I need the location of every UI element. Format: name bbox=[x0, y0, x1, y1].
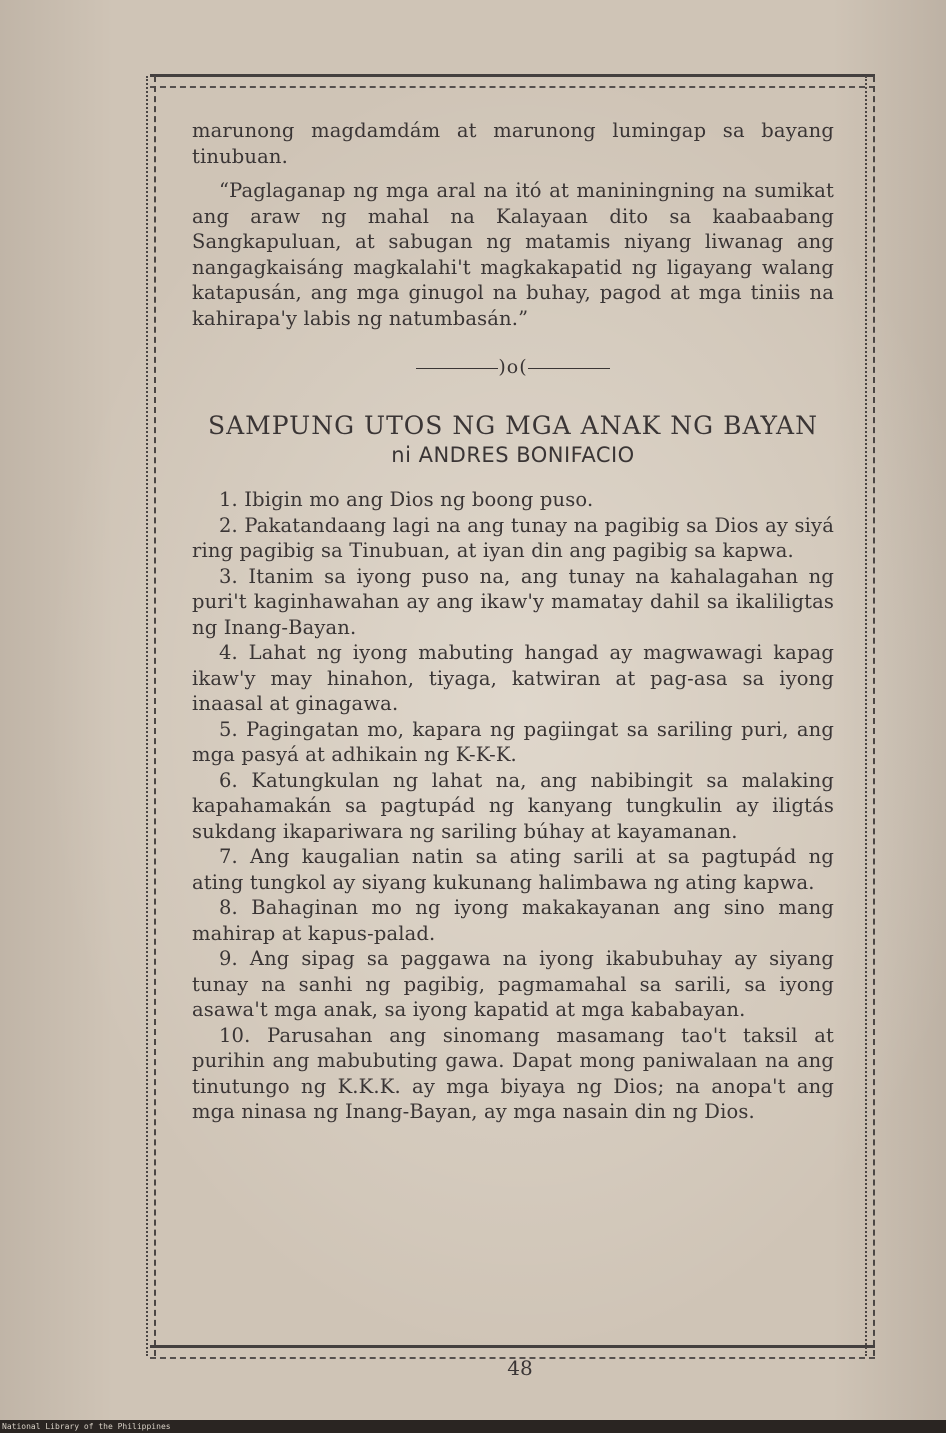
list-item bbox=[192, 513, 834, 564]
item-number: 2. bbox=[219, 513, 238, 537]
list-item bbox=[192, 717, 834, 768]
divider-ornament: )o( bbox=[498, 356, 528, 378]
item-number: 7. bbox=[219, 845, 238, 868]
item-text: Lahat ng iyong mabuting hangad ay magwawagi kapag ikaw'y may hinahon, tiyaga, katwiran at pag-asa sa iyong inaasal at ginagawa. bbox=[192, 641, 834, 715]
item-number: 6. bbox=[219, 768, 238, 792]
section-title: SAMPUNG UTOS NG MGA ANAK NG BAYAN bbox=[207, 411, 818, 440]
list-item bbox=[192, 895, 834, 946]
footer-credit: National Library of the Philippines bbox=[2, 1422, 171, 1431]
item-text: Pagingatan mo, kapara ng pagiingat sa sariling puri, ang mga pasyá at adhikain ng K-K-K. bbox=[192, 717, 834, 766]
item-number: 5. bbox=[219, 717, 238, 741]
item-text: Ibigin mo ang Dios ng boong puso. bbox=[244, 488, 594, 511]
section-byline: ni ANDRES BONIFACIO bbox=[391, 443, 635, 467]
item-number: 10. bbox=[219, 1023, 251, 1047]
divider-line-left bbox=[416, 368, 498, 369]
decorative-border-right bbox=[865, 76, 875, 1356]
item-number: 8. bbox=[219, 896, 238, 919]
list-item bbox=[192, 640, 834, 717]
list-item bbox=[192, 844, 834, 895]
item-text: Katungkulan ng lahat na, ang nabibingit sa malaking kapahamakán sa pagtupád ng kanyang tungkulin ay iligtás sukdang ikapariwara ng sariling búhay at kayamanan. bbox=[192, 768, 834, 843]
list-item bbox=[192, 1023, 834, 1125]
commandments-list bbox=[192, 487, 834, 1125]
page-text bbox=[192, 118, 834, 1125]
item-number: 3. bbox=[219, 564, 238, 588]
list-item bbox=[192, 768, 834, 845]
intro-paragraph-continued: marunong magdamdám at marunong lumingap sa bayang tinubuan. bbox=[192, 119, 834, 168]
item-text: Ang kaugalian natin sa ating sarili at sa pagtupád ng ating tungkol ay siyang kukunang halimbawa ng ating kapwa. bbox=[192, 845, 834, 894]
item-text: Pakatandaang lagi na ang tunay na pagibig sa Dios ay siyá ring pagibig sa Tinubuan, at iyan din ang pagibig sa kapwa. bbox=[192, 513, 834, 562]
decorative-border-left bbox=[146, 76, 156, 1356]
intro-quote-paragraph: “Paglaganap ng mga aral na itó at maniningning na sumikat ang araw ng mahal na Kalayaan dito sa kaabaabang Sangkapuluan, at sabugan ng matamis niyang liwanag ang nangagkaisáng magkalahi't magkakapatid ng ligayang walang katapusán, ang mga ginugol na buhay, pagod at mga tiniis na kahirapa'y labis ng natumbasán.” bbox=[192, 179, 834, 330]
list-item bbox=[192, 946, 834, 1023]
list-item bbox=[192, 564, 834, 641]
item-number: 1. bbox=[219, 488, 238, 511]
item-text: Itanim sa iyong puso na, ang tunay na kahalagahan ng puri't kaginhawahan ay ang ikaw'y mamatay dahil sa ikaliligtas ng Inang-Bayan. bbox=[192, 564, 834, 639]
item-text: Bahaginan mo ng iyong makakayanan ang sino mang mahirap at kapus-palad. bbox=[192, 896, 834, 945]
divider-line-right bbox=[528, 368, 610, 369]
list-item bbox=[192, 487, 834, 513]
item-number: 4. bbox=[219, 641, 238, 664]
section-divider bbox=[192, 355, 834, 381]
page-number: 48 bbox=[507, 1356, 533, 1380]
item-text: Ang sipag sa paggawa na iyong ikabubuhay ay siyang tunay na sanhi ng pagibig, pagmamahal sa sarili, sa iyong asawa't mga anak, sa iyong kapatid at mga kababayan. bbox=[192, 947, 834, 1021]
decorative-border-top bbox=[150, 74, 875, 88]
item-text: Parusahan ang sinomang masamang tao't taksil at purihin ang mabubuting gawa. Dapat mong paniwalaan na ang tinutungo ng K.K.K. ay mga biyaya ng Dios; na anopa't ang mga ninasa ng Inang-Bayan, ay mga nasain din ng Dios. bbox=[192, 1023, 834, 1123]
item-number: 9. bbox=[219, 947, 238, 970]
